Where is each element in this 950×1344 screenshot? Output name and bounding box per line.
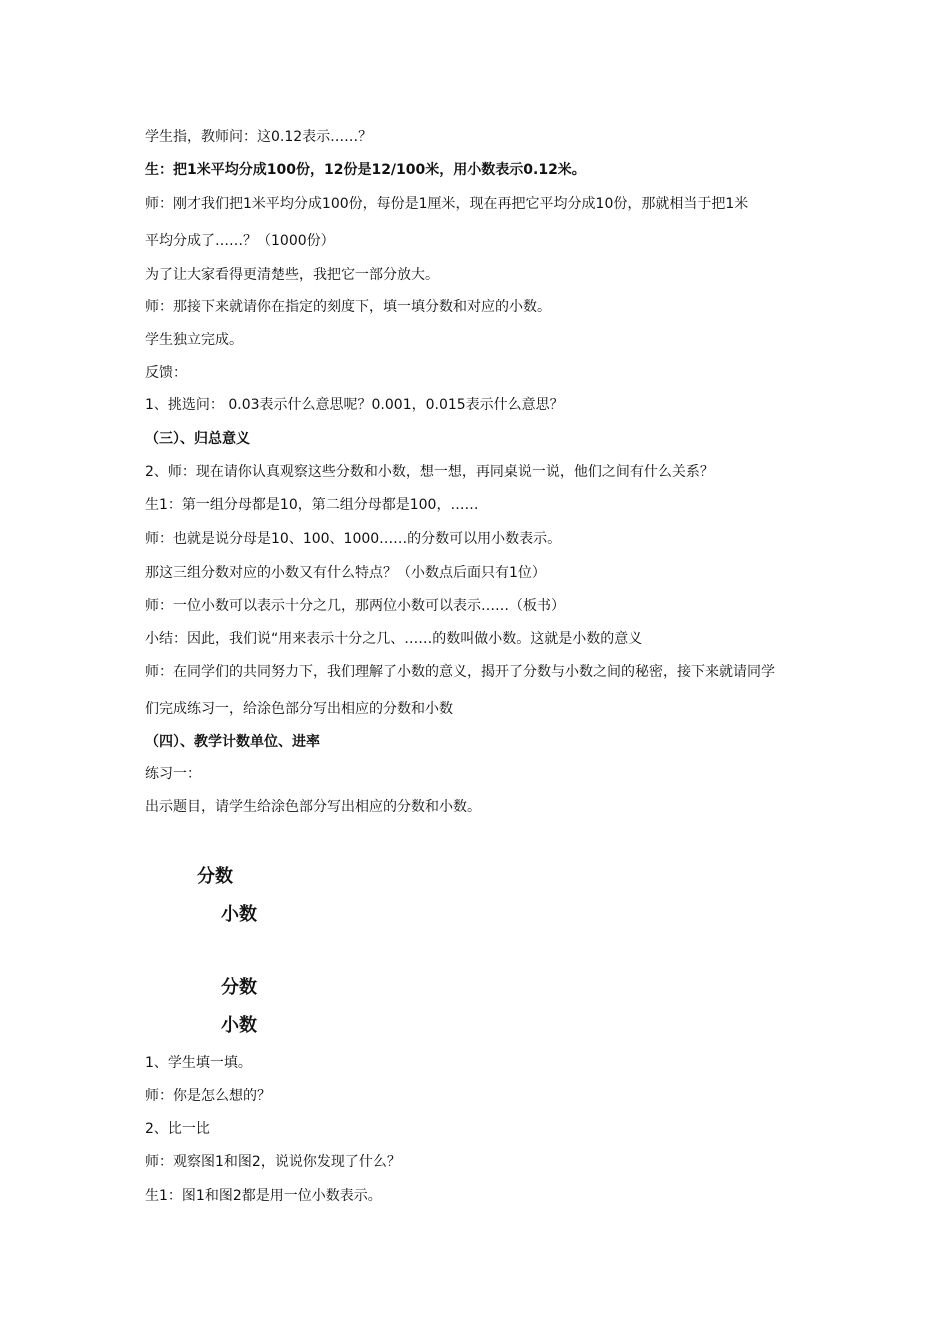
text-line: 1、学生填一填。: [145, 1055, 252, 1071]
text-line: 练习一：: [145, 766, 201, 782]
section-heading: （三）、归总意义: [145, 431, 250, 447]
text-line: 为了让大家看得更清楚些，我把它一部分放大。: [145, 267, 439, 283]
text-line: 1、挑选问： 0.03表示什么意思呢？0.001，0.015表示什么意思？: [145, 397, 564, 413]
text-line: 学生独立完成。: [145, 332, 243, 348]
text-line: 师：那接下来就请你在指定的刻度下，填一填分数和对应的小数。: [145, 299, 551, 315]
text-line: 师：刚才我们把1米平均分成100份，每份是1厘米，现在再把它平均分成10份，那就相当于把1米: [145, 196, 749, 212]
decimal-label: 小数: [221, 904, 257, 925]
text-line: 学生指，教师问：这0.12表示……？: [145, 129, 373, 145]
text-line: 师：你是怎么想的？: [145, 1088, 271, 1104]
text-line: 师：也就是说分母是10、100、1000……的分数可以用小数表示。: [145, 531, 562, 547]
text-line: 生1：图1和图2都是用一位小数表示。: [145, 1188, 382, 1204]
text-line: 们完成练习一，给涂色部分写出相应的分数和小数: [145, 701, 453, 717]
decimal-label: 小数: [221, 1015, 257, 1036]
text-line: 小结：因此，我们说“用来表示十分之几、……的数叫做小数。这就是小数的意义: [145, 631, 643, 647]
text-line: 反馈：: [145, 365, 187, 381]
text-line: 生：把1米平均分成100份，12份是12/100米，用小数表示0.12米。: [145, 162, 586, 178]
text-line: 师：观察图1和图2，说说你发现了什么？: [145, 1154, 401, 1170]
text-line: 师：在同学们的共同努力下，我们理解了小数的意义，揭开了分数与小数之间的秘密，接下来就请同学: [145, 664, 775, 680]
fraction-label: 分数: [197, 866, 233, 887]
text-line: 师：一位小数可以表示十分之几，那两位小数可以表示……（板书）: [145, 598, 565, 614]
text-line: 平均分成了……？（1000份）: [145, 233, 335, 249]
fraction-label: 分数: [221, 977, 257, 998]
text-line: 出示题目，请学生给涂色部分写出相应的分数和小数。: [145, 799, 481, 815]
text-line: 2、比一比: [145, 1121, 210, 1137]
text-line: 生1：第一组分母都是10，第二组分母都是100，……: [145, 497, 479, 513]
text-line: 那这三组分数对应的小数又有什么特点？（小数点后面只有1位）: [145, 565, 546, 581]
text-line: 2、师：现在请你认真观察这些分数和小数，想一想，再同桌说一说，他们之间有什么关系？: [145, 464, 714, 480]
section-heading: （四）、教学计数单位、进率: [145, 734, 320, 750]
